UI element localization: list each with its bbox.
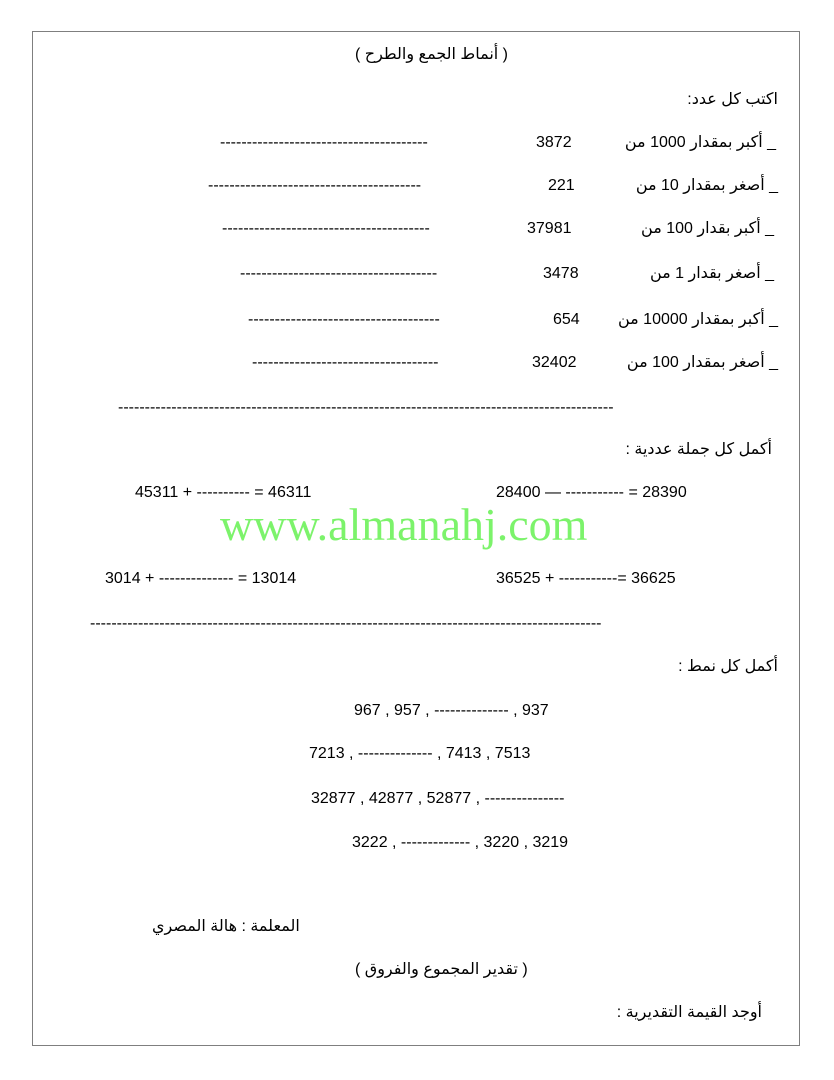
- divider-line: ------------------------------------------------------------------------------------------------: [90, 615, 602, 632]
- row3-text: _ أكبر بقدار 100 من: [641, 220, 774, 237]
- section4-heading: أوجد القيمة التقديرية :: [616, 1004, 762, 1021]
- row2-text: _ أصغر بمقدار 10 من: [635, 177, 778, 194]
- row3-number: 37981: [527, 220, 572, 237]
- row4-text: _ أصغر بقدار 1 من: [649, 265, 774, 282]
- section1-heading: اكتب كل عدد:: [687, 91, 778, 108]
- watermark: www.almanahj.com: [220, 499, 588, 550]
- row1-blank[interactable]: ---------------------------------------: [220, 134, 428, 151]
- row2-number: 221: [548, 177, 575, 194]
- equation-3: 3014 + -------------- = 13014: [105, 570, 297, 587]
- teacher-name: المعلمة : هالة المصري: [152, 918, 300, 935]
- row4-number: 3478: [543, 265, 579, 282]
- worksheet-title: ( أنماط الجمع والطرح ): [355, 46, 508, 63]
- equation-4: 36525 + -----------= 36625: [496, 570, 676, 587]
- section3-heading: أكمل كل نمط :: [678, 658, 778, 675]
- row6-text: _ أصغر بمقدار 100 من: [626, 354, 778, 371]
- pattern-1: 967 , 957 , -------------- , 937: [354, 702, 549, 719]
- pattern-3: 32877 , 42877 , 52877 , ---------------: [311, 790, 565, 807]
- row3-blank[interactable]: ---------------------------------------: [222, 220, 430, 237]
- row4-blank[interactable]: -------------------------------------: [240, 265, 438, 282]
- pattern-4: 3222 , ------------- , 3220 , 3219: [352, 834, 569, 851]
- section2-heading: أكمل كل جملة عددية :: [625, 441, 772, 458]
- equation-1: 45311 + ---------- = 46311: [135, 484, 312, 501]
- row1-number: 3872: [536, 134, 572, 151]
- row6-blank[interactable]: -----------------------------------: [252, 354, 439, 371]
- row5-text: _ أكبر بمقدار 10000 من: [617, 311, 778, 328]
- divider-line: ---------------------------------------------------------------------------------------------: [118, 399, 614, 416]
- row6-number: 32402: [532, 354, 577, 371]
- row1-text: _ أكبر بمقدار 1000 من: [624, 134, 776, 151]
- pattern-2: 7213 , -------------- , 7413 , 7513: [309, 745, 531, 762]
- section4-title: ( تقدير المجموع والفروق ): [355, 961, 528, 978]
- row5-blank[interactable]: ------------------------------------: [248, 311, 440, 328]
- equation-2: 28400 — ----------- = 28390: [496, 484, 687, 501]
- row5-number: 654: [553, 311, 580, 328]
- row2-blank[interactable]: ----------------------------------------: [208, 177, 422, 194]
